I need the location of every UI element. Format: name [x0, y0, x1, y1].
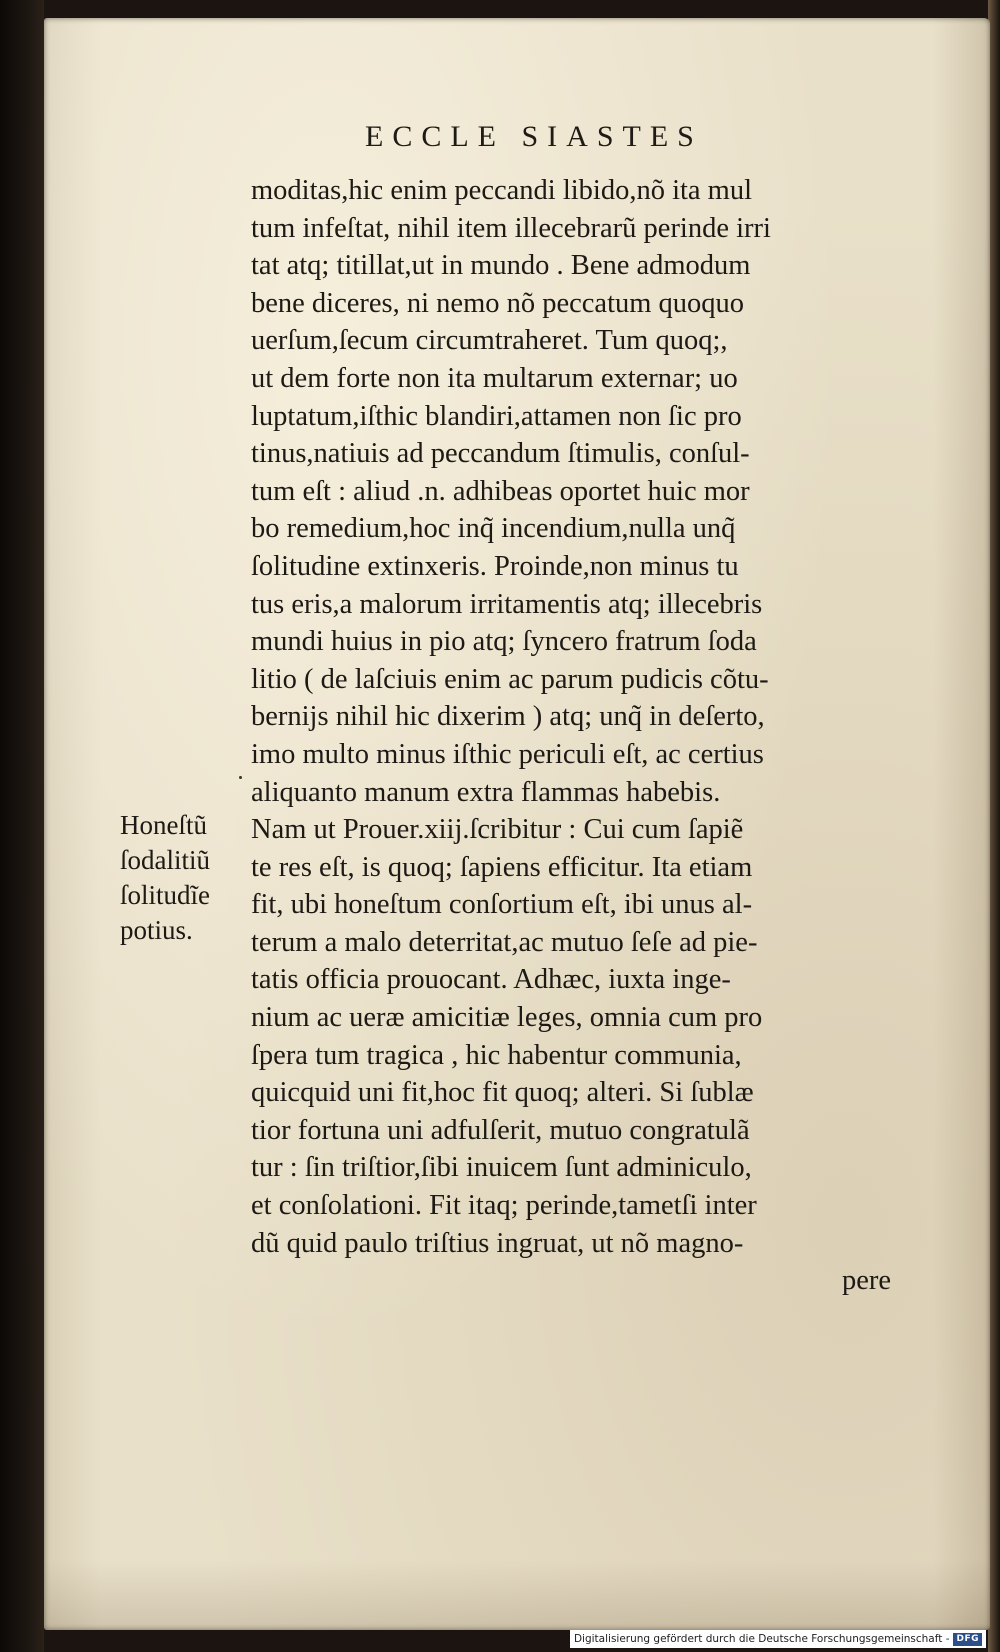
text-line: tatis officia prouocant. Adhæc, iuxta inge-	[251, 964, 731, 996]
text-line: Nam ut Prouer.xiij.ſcribitur : Cui cum ſapiẽ	[251, 814, 744, 846]
digitization-footer	[570, 1630, 986, 1648]
text-line: moditas,hic enim peccandi libido,nõ ita mul	[251, 175, 753, 206]
dfg-logo: DFG	[953, 1633, 982, 1646]
page-shading	[44, 1560, 990, 1630]
marginal-note-line: ſolitudĩe	[120, 880, 210, 910]
marginal-note-line: potius.	[120, 915, 193, 945]
marginal-note-line: Honeſtũ	[120, 810, 207, 840]
text-line: aliquanto manum extra flammas habebis.	[251, 776, 721, 808]
text-line: tus eris,a malorum irritamentis atq; illecebris	[251, 588, 763, 620]
footer-credit: Digitalisierung gefördert durch die Deutsche Forschungsgemeinschaft -	[573, 1633, 950, 1645]
text-line: fit, ubi honeſtum conſortium eſt, ibi unus al-	[251, 889, 753, 921]
text-line: bo remedium,hoc inq̃ incendium,nulla unq̃	[251, 513, 736, 545]
main-text-block	[251, 172, 911, 1300]
text-line: tum infeſtat, nihil item illecebrarũ perinde irri	[251, 212, 771, 244]
text-line: mundi huius in pio atq; ſyncero fratrum ſoda	[251, 626, 757, 658]
text-line: bene diceres, ni nemo nõ peccatum quoquo	[251, 287, 745, 319]
scan-background-left	[0, 0, 44, 1652]
text-line: litio ( de laſciuis enim ac parum pudicis cõtu-	[251, 663, 769, 695]
catchword: pere	[841, 1265, 891, 1297]
marginal-dot	[239, 776, 242, 779]
text-line: tinus,natiuis ad peccandum ſtimulis, conſul-	[251, 438, 750, 470]
text-line: tur : ſin triſtior,ſibi inuicem ſunt adminiculo,	[251, 1152, 752, 1184]
text-line: ut dem forte non ita multarum externar; uo	[251, 362, 738, 394]
text-line: tat atq; titillat,ut in mundo . Bene admodum	[251, 250, 751, 282]
text-line: uerſum,ſecum circumtraheret. Tum quoq;,	[251, 325, 728, 357]
text-line: imo multo minus iſthic periculi eſt, ac certius	[251, 738, 764, 770]
text-line: bernijs nihil hic dixerim ) atq; unq̃ in deſerto,	[251, 701, 765, 733]
text-line: terum a malo deterritat,ac mutuo ſeſe ad pie-	[251, 926, 758, 958]
text-line: nium ac ueræ amicitiæ leges, omnia cum pro	[251, 1002, 763, 1034]
text-line: tum eſt : aliud .n. adhibeas oportet huic mor	[251, 475, 750, 507]
text-line: et conſolationi. Fit itaq; perinde,tametſi inter	[251, 1190, 757, 1222]
text-line: tior fortuna uni adfulſerit, mutuo congratulã	[251, 1114, 750, 1146]
text-line: quicquid uni fit,hoc fit quoq; alteri. Si ſublæ	[251, 1077, 754, 1109]
text-line: dũ quid paulo triſtius ingruat, ut nõ magno-	[251, 1227, 744, 1259]
marginal-note-line: ſodalitiũ	[120, 845, 210, 875]
marginal-note	[120, 808, 250, 948]
text-line: ſolitudine extinxeris. Proinde,non minus tu	[251, 550, 739, 582]
text-line: luptatum,iſthic blandiri,attamen non ſic pro	[251, 400, 742, 432]
text-line: te res eſt, is quoq; ſapiens efficitur. Ita etiam	[251, 851, 753, 883]
running-header: ECCLE SIASTES	[365, 120, 703, 153]
text-line: ſpera tum tragica , hic habentur communia,	[251, 1039, 742, 1071]
